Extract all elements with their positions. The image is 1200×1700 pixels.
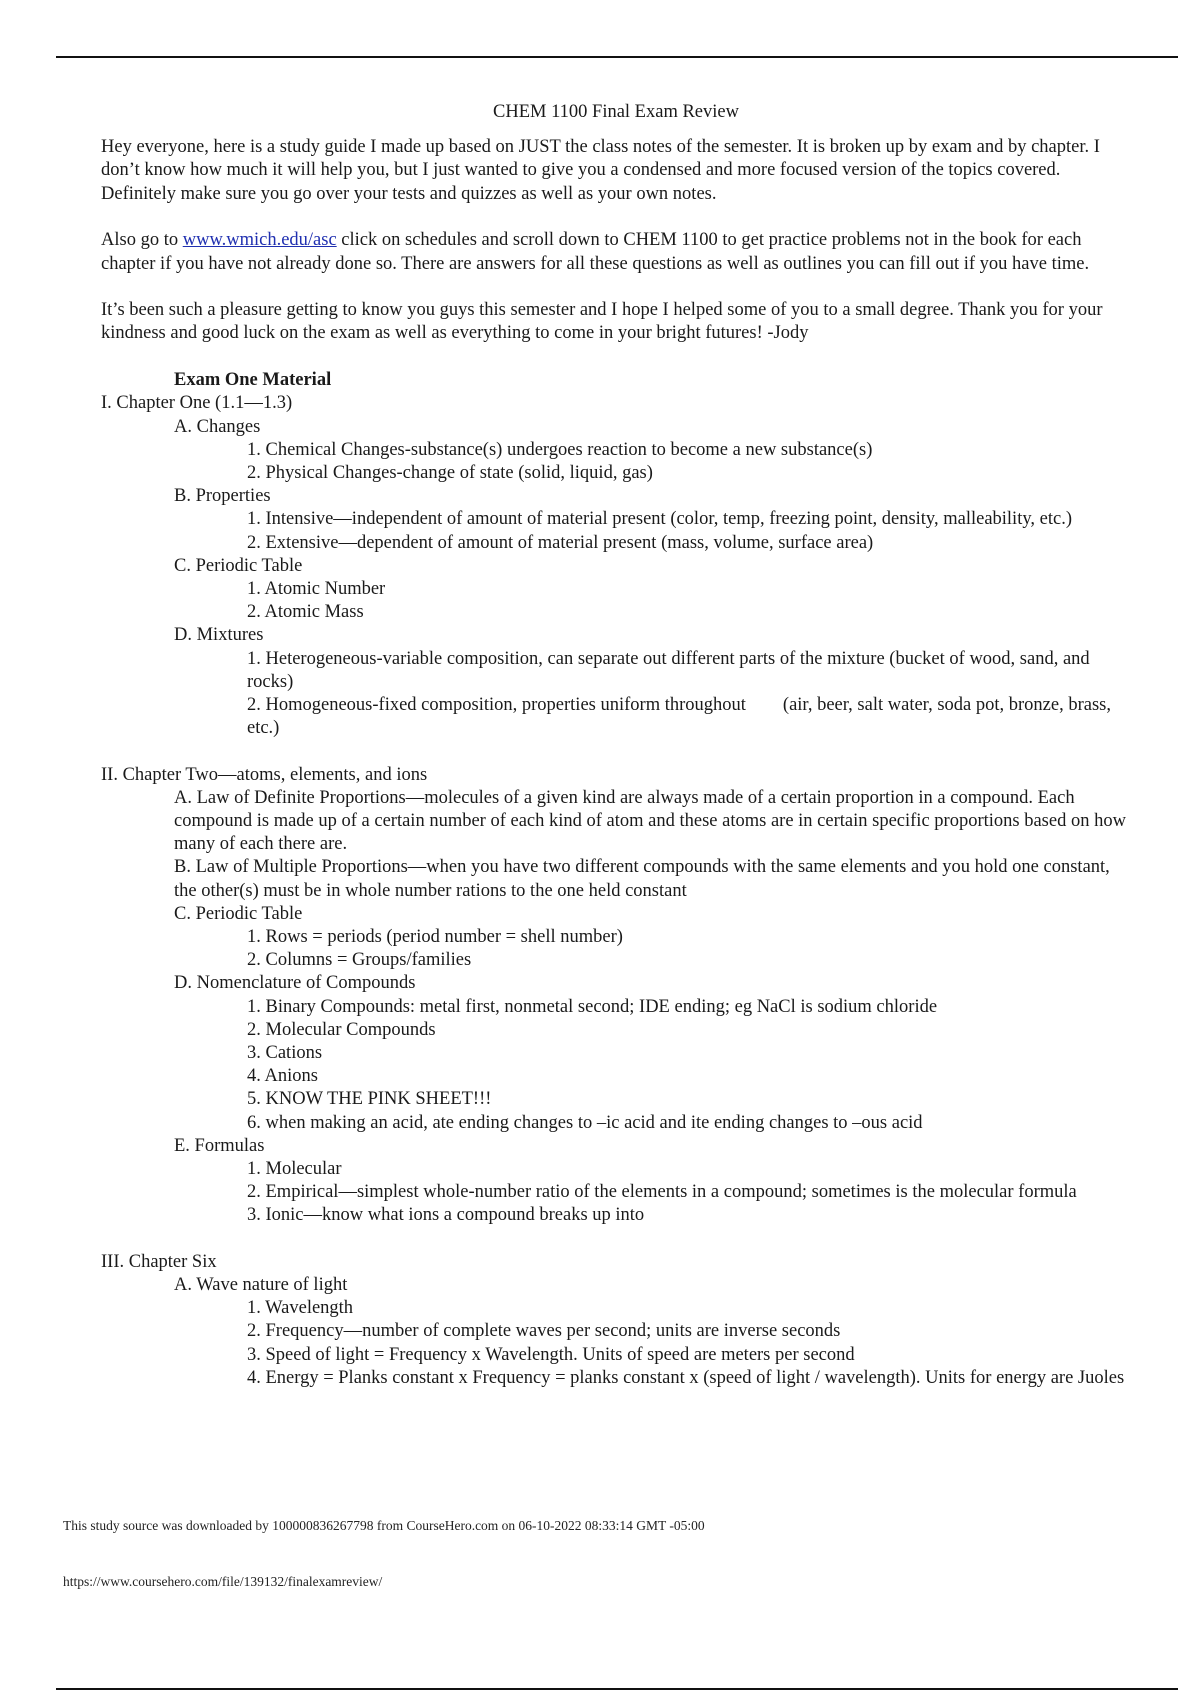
- outline-item: A. Changes: [174, 416, 261, 437]
- outline-subitem: 2. Atomic Mass: [247, 602, 364, 623]
- document-title: CHEM 1100 Final Exam Review: [493, 102, 739, 122]
- outline-subitem: 2. Columns = Groups/families: [247, 950, 472, 971]
- outline-subitem: 2. Molecular Compounds: [247, 1019, 436, 1040]
- resources-suffix: click on schedules and scroll down to CHEM 1100 to get practice problems not in the book for each chapter if you have not already done so. There are answers for all these questions as well as outlines you can fill out if you have time.: [101, 230, 1090, 274]
- outline-subitem: 4. Anions: [247, 1066, 318, 1087]
- outline-item: C. Periodic Table: [174, 555, 303, 576]
- bottom-rule: [56, 1688, 1178, 1690]
- outline-item: B. Properties: [174, 486, 271, 507]
- resources-paragraph: [101, 229, 1131, 275]
- document-body: [101, 101, 1131, 1390]
- outline-subitem: 1. Heterogeneous-variable composition, can separate out different parts of the mixture (bucket of wood, sand, and rocks): [247, 648, 1090, 692]
- chapter-one-title: I. Chapter One (1.1—1.3): [101, 393, 293, 414]
- chapter-two-title: II. Chapter Two—atoms, elements, and ions: [101, 764, 428, 785]
- intro-paragraph: Hey everyone, here is a study guide I made up based on JUST the class notes of the semester. It is broken up by exam and by chapter. I don’t know how much it will help you, but I just wanted to give you a condensed and more focused version of the topics covered. Definitely make sure you go over your tests and quizzes as well as your own notes.: [101, 137, 1100, 204]
- outline-subitem: 3. Cations: [247, 1043, 323, 1063]
- outline-subitem: 2. Empirical—simplest whole-number ratio of the elements in a compound; sometimes is the molecular formula: [247, 1182, 1077, 1203]
- spacer: [101, 740, 1131, 763]
- outline-subitem: 1. Wavelength: [247, 1298, 354, 1319]
- outline-subitem: 1. Binary Compounds: metal first, nonmetal second; IDE ending; eg NaCl is sodium chloride: [247, 996, 938, 1017]
- outline-subitem: 1. Rows = periods (period number = shell number): [247, 926, 623, 947]
- outline-subitem: 1. Intensive—independent of amount of material present (color, temp, freezing point, density, malleability, etc.): [247, 509, 1072, 530]
- outline-subitem: 2. Extensive—dependent of amount of material present (mass, volume, surface area): [247, 532, 874, 553]
- source-url: https://www.coursehero.com/file/139132/finalexamreview/: [63, 1574, 383, 1589]
- download-note: This study source was downloaded by 100000836267798 from CourseHero.com on 06-10-2022 08:33:14 GMT -05:00: [63, 1518, 705, 1533]
- outline-item: D. Nomenclature of Compounds: [174, 973, 416, 994]
- outline-item: A. Wave nature of light: [174, 1275, 348, 1296]
- outline-subitem: 1. Atomic Number: [247, 578, 386, 599]
- outline-subitem: 3. Ionic—know what ions a compound breaks up into: [247, 1205, 645, 1226]
- outline-subitem: 5. KNOW THE PINK SHEET!!!: [247, 1089, 492, 1110]
- outline-item: D. Mixtures: [174, 625, 264, 646]
- chapter-six-title: III. Chapter Six: [101, 1251, 217, 1272]
- outline-subitem: 1. Chemical Changes-substance(s) undergoes reaction to become a new substance(s): [247, 439, 873, 460]
- outline-subitem: 2. Homogeneous-fixed composition, properties uniform throughout (air, beer, salt water, soda pot, bronze, brass, etc.): [247, 694, 1116, 739]
- outline-subitem: 6. when making an acid, ate ending changes to –ic acid and ite ending changes to –ous acid: [247, 1112, 923, 1133]
- outline-item: B. Law of Multiple Proportions—when you have two different compounds with the same elements and you hold one constant, the other(s) must be in whole number rations to the one held constant: [174, 857, 1110, 901]
- outline-subitem: 1. Molecular: [247, 1159, 342, 1180]
- spacer: [101, 1228, 1131, 1251]
- outline-subitem: 3. Speed of light = Frequency x Wavelength. Units of speed are meters per second: [247, 1344, 855, 1365]
- outline-item: E. Formulas: [174, 1135, 265, 1156]
- outline-item: A. Law of Definite Proportions—molecules of a given kind are always made of a certain proportion in a compound. Each compound is made up of a certain number of each kind of atom and these atoms are in certain specific proportions based on how many of each there are.: [174, 787, 1126, 855]
- outline-subitem: 4. Energy = Planks constant x Frequency = planks constant x (speed of light / wavelength). Units for energy are Juoles: [247, 1367, 1125, 1388]
- section-heading: Exam One Material: [174, 370, 332, 391]
- closing-paragraph: It’s been such a pleasure getting to know you guys this semester and I hope I helped some of you to a small degree. Thank you for your kindness and good luck on the exam as well as everything to come in your bright futures! -Jody: [101, 300, 1103, 344]
- outline-subitem: 2. Physical Changes-change of state (solid, liquid, gas): [247, 462, 653, 483]
- top-rule: [56, 56, 1178, 58]
- resources-prefix: Also go to: [101, 230, 183, 251]
- outline-subitem: 2. Frequency—number of complete waves per second; units are inverse seconds: [247, 1321, 841, 1342]
- asc-link[interactable]: www.wmich.edu/asc: [182, 230, 337, 251]
- outline-item: C. Periodic Table: [174, 903, 303, 924]
